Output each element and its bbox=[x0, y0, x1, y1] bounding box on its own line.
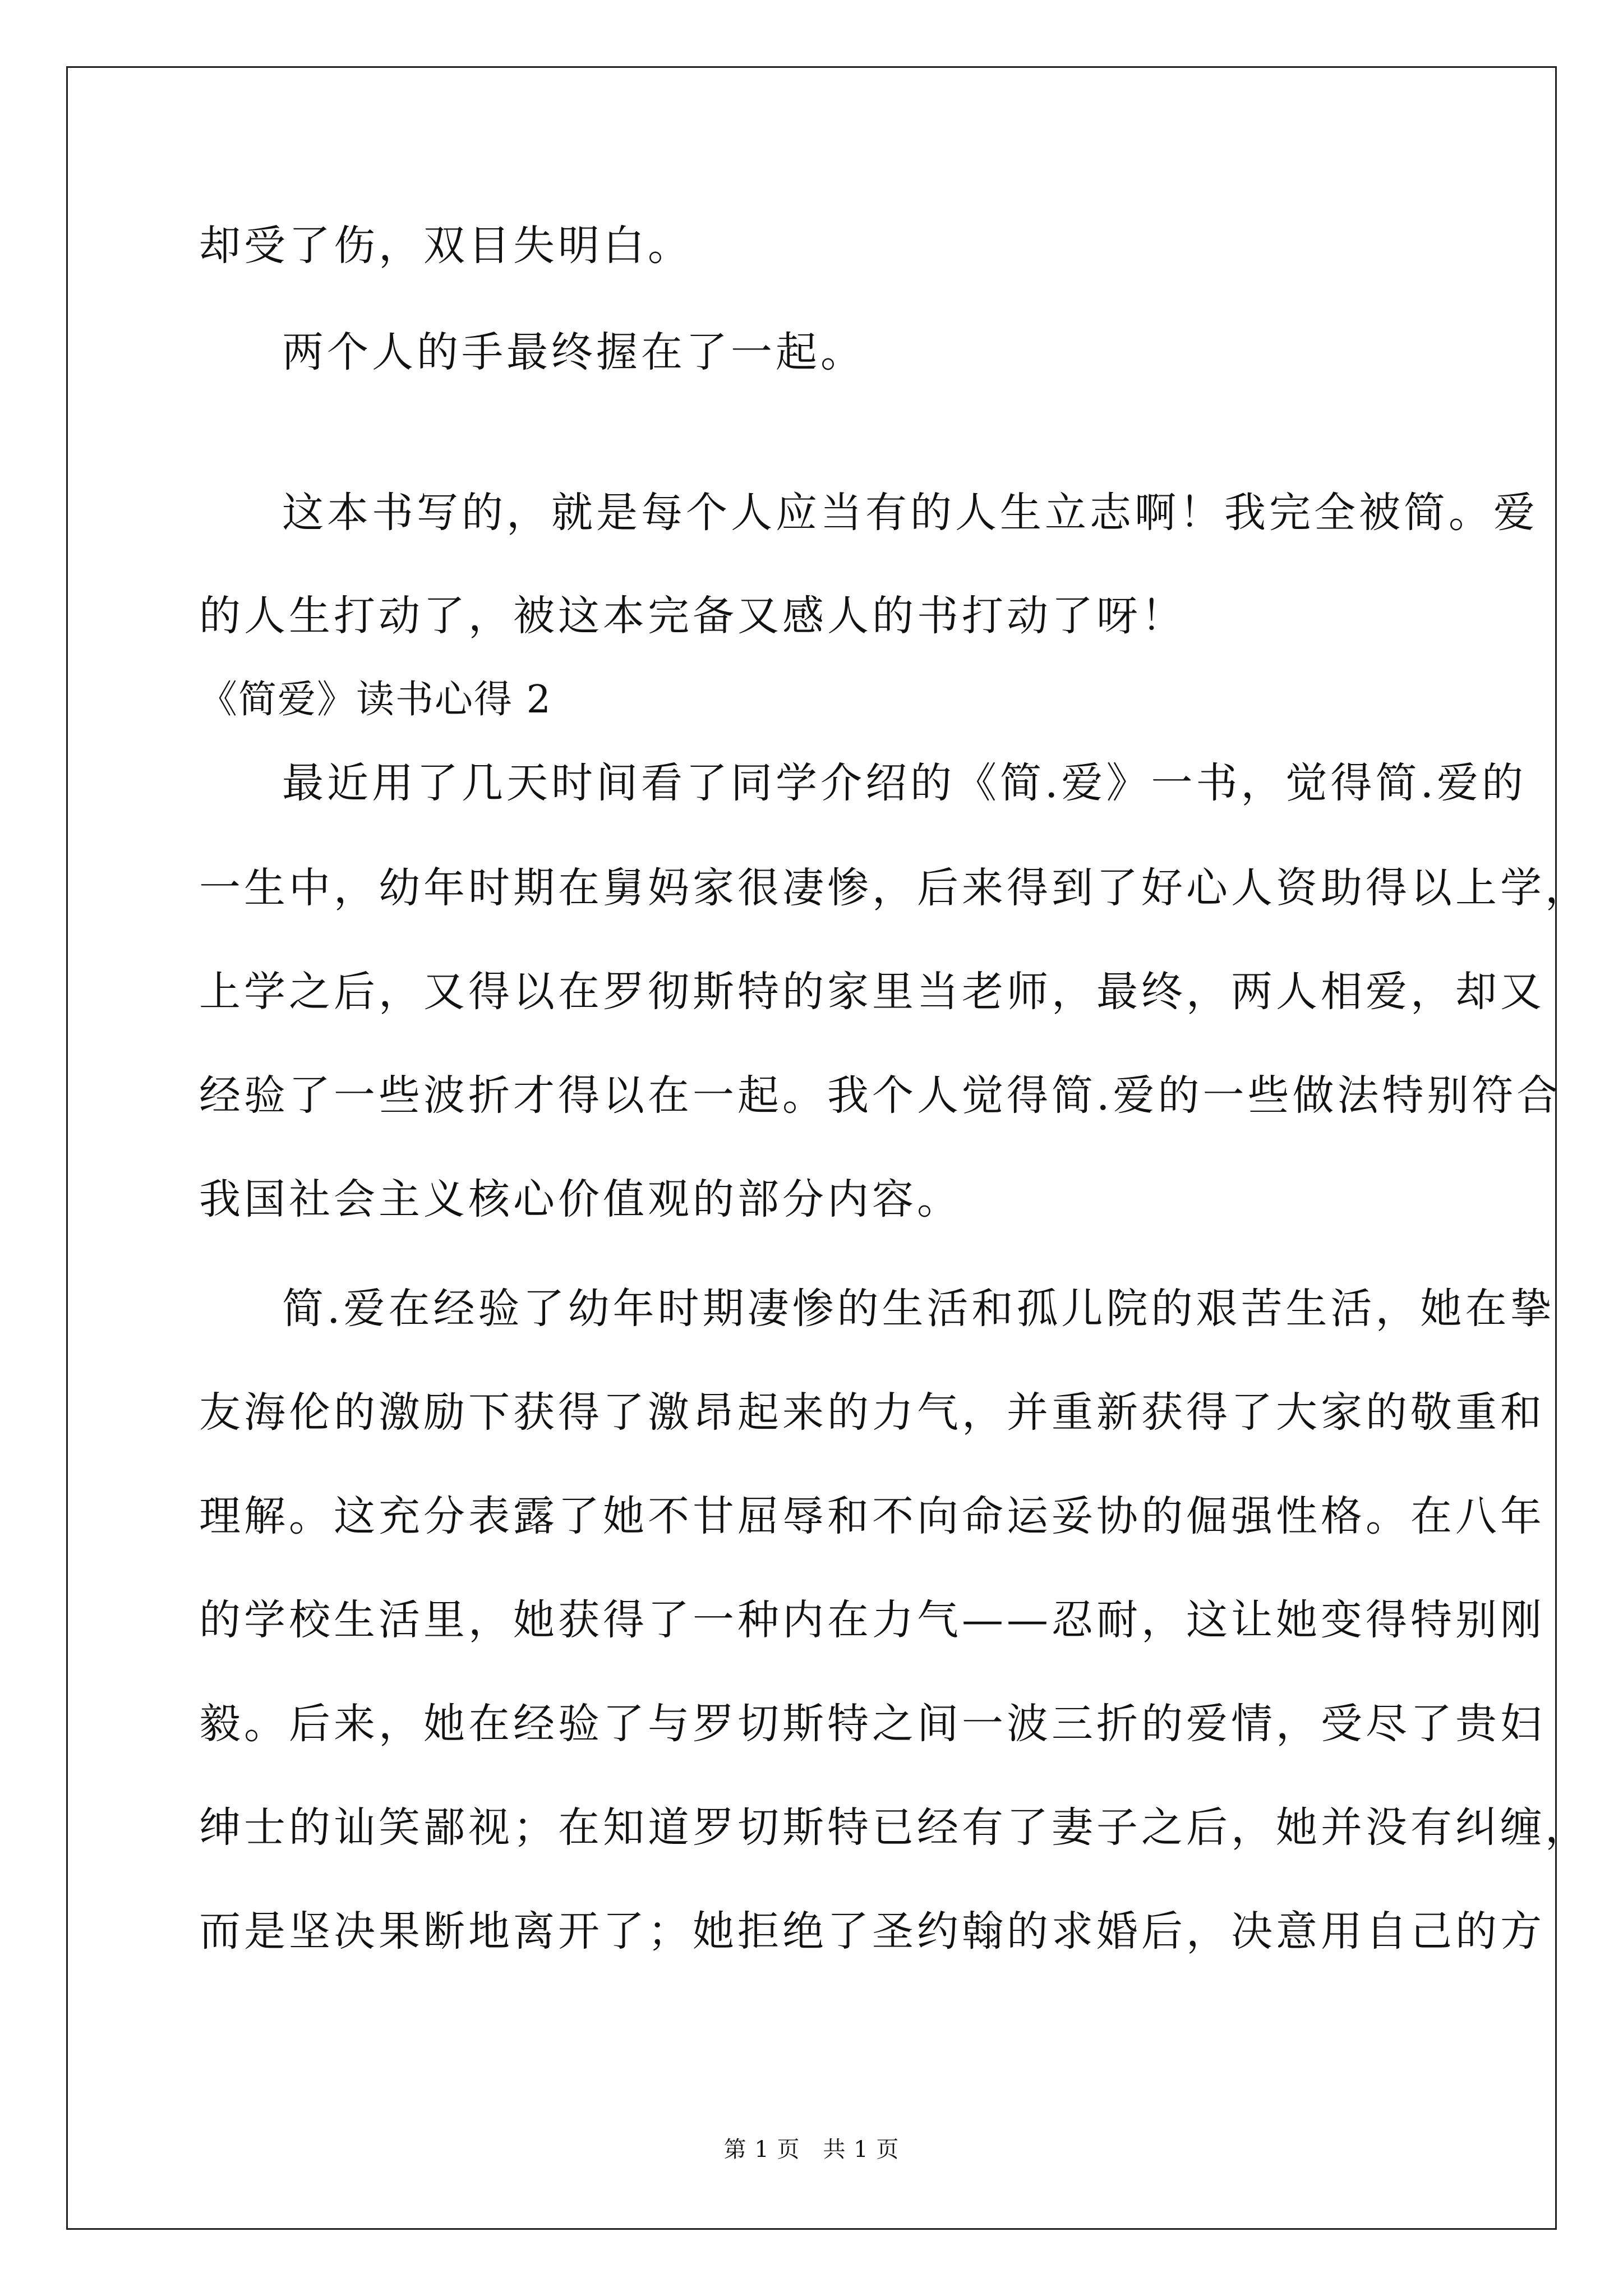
text-line-16: 绅士的讪笑鄙视；在知道罗切斯特已经有了妻子之后，她并没有纠缠， bbox=[199, 1803, 1590, 1852]
text-line-4: 的人生打动了，被这本完备又感人的书打动了呀！ bbox=[199, 592, 1186, 640]
text-line-15: 毅。后来，她在经验了与罗切斯特之间一波三折的爱情，受尽了贵妇 bbox=[199, 1700, 1545, 1748]
text-line-17: 而是坚决果断地离开了；她拒绝了圣约翰的求婚后，决意用自己的方 bbox=[199, 1907, 1545, 1955]
text-line-1: 却受了伤，双目失明白。 bbox=[199, 222, 693, 270]
text-line-14: 的学校生活里，她获得了一种内在力气——忍耐，这让她变得特别刚 bbox=[199, 1596, 1545, 1644]
paragraph-line-2: 两个人的手最终握在了一起。 bbox=[282, 328, 865, 376]
paragraph-line-3: 这本书写的，就是每个人应当有的人生立志啊！我完全被简。爱 bbox=[282, 489, 1538, 537]
text-line-12: 友海伦的激励下获得了激昂起来的力气，并重新获得了大家的敬重和 bbox=[199, 1388, 1545, 1437]
text-line-13: 理解。这充分表露了她不甘屈辱和不向命运妥协的倔强性格。在八年 bbox=[199, 1492, 1545, 1540]
text-line-7: 一生中，幼年时期在舅妈家很凄惨，后来得到了好心人资助得以上学， bbox=[199, 864, 1590, 912]
text-line-8: 上学之后，又得以在罗彻斯特的家里当老师，最终，两人相爱，却又 bbox=[199, 968, 1545, 1016]
text-line-10: 我国社会主义核心价值观的部分内容。 bbox=[199, 1175, 962, 1223]
text-line-9: 经验了一些波折才得以在一起。我个人觉得简.爱的一些做法特别符合 bbox=[199, 1071, 1562, 1120]
section-heading: 《简爱》读书心得 2 bbox=[199, 678, 552, 722]
paragraph-line-6: 最近用了几天时间看了同学介绍的《简.爱》一书，觉得简.爱的 bbox=[282, 759, 1527, 807]
page-number-footer: 第 1 页 共 1 页 bbox=[723, 2137, 900, 2162]
paragraph-line-11: 简.爱在经验了幼年时期凄惨的生活和孤儿院的艰苦生活，她在挚 bbox=[282, 1285, 1555, 1333]
